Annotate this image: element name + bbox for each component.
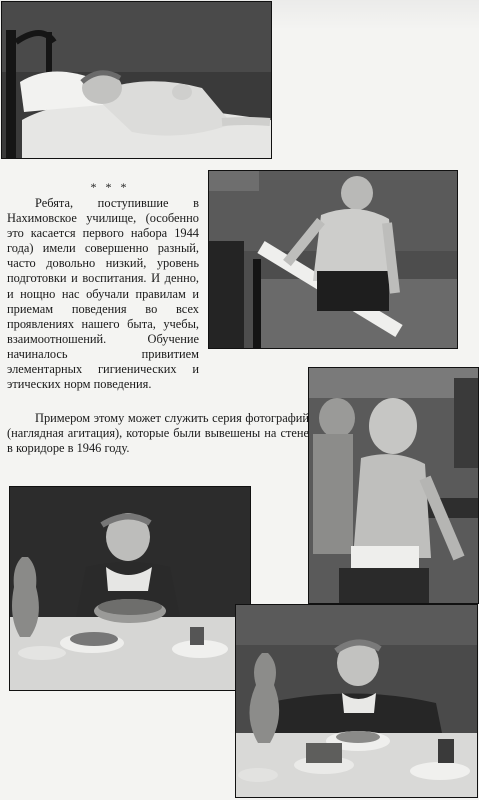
photo-boy-in-bed bbox=[2, 2, 271, 158]
section-separator: * * * bbox=[90, 180, 130, 194]
photo-boy-making-bed bbox=[209, 171, 457, 348]
photo-boy-eating-soup bbox=[10, 487, 250, 690]
paragraph-1: Ребята, поступившие в Нахимовское училище, (особенно это касается первого набора 1944 года) имели совершенно разный, часто довольно низкий, уровень подготовки и воспитания. И денно, и нощно нас обучали правилам и приемам поведения во всех проявлениях нашего быта, учебы, взаимоотношений. Обучение начиналось привитием элементарных гигиенических и этических норм поведения. bbox=[7, 196, 199, 392]
photo-boys-washing bbox=[309, 368, 478, 603]
photo-boy-eating-at-table bbox=[236, 605, 477, 797]
paragraph-2: Примером этому может служить серия фотографий (наглядная агитация), которые были вывешены на стене в коридоре в 1946 году. bbox=[7, 411, 309, 456]
body-text-paragraph-1 bbox=[7, 196, 199, 392]
body-text-paragraph-2 bbox=[7, 411, 309, 456]
